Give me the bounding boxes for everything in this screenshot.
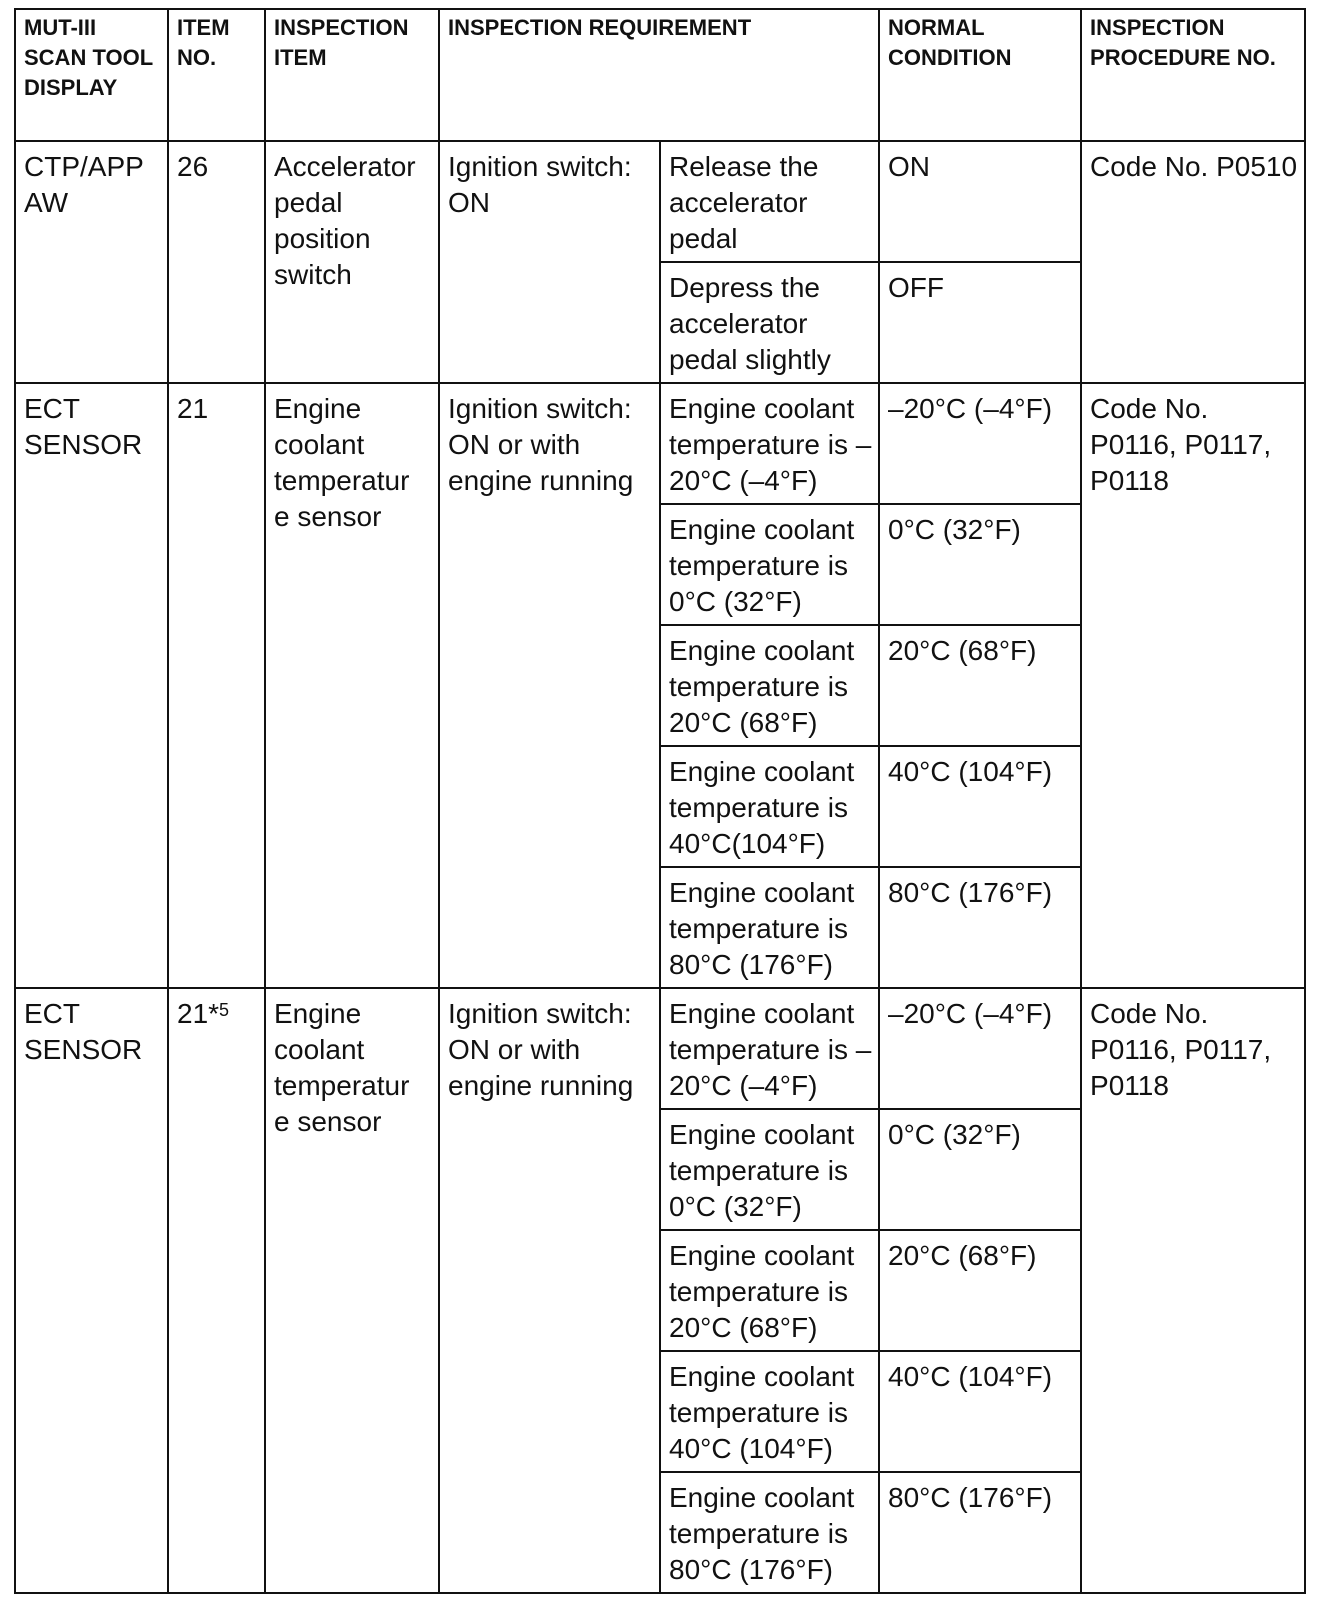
condition-cell: Engine coolant temperature is 20°C (68°F) bbox=[660, 1230, 879, 1351]
header-procedure-no: INSPECTION PROCEDURE NO. bbox=[1081, 9, 1305, 141]
item-no-footnote: 5 bbox=[219, 1000, 230, 1020]
condition-cell: Engine coolant temperature is 40°C (104°F) bbox=[660, 1351, 879, 1472]
table-row bbox=[15, 988, 1305, 1109]
normal-condition-cell: 20°C (68°F) bbox=[879, 625, 1081, 746]
normal-condition-cell: 40°C (104°F) bbox=[879, 746, 1081, 867]
normal-condition-cell: OFF bbox=[879, 262, 1081, 383]
header-row bbox=[15, 9, 1305, 141]
inspection-item-cell: Engine coolant temperatur e sensor bbox=[265, 383, 439, 988]
condition-cell: Engine coolant temperature is 0°C (32°F) bbox=[660, 1109, 879, 1230]
requirement-cell: Ignition switch: ON bbox=[439, 141, 660, 383]
header-item-no: ITEM NO. bbox=[168, 9, 265, 141]
table-row bbox=[15, 141, 1305, 262]
item-no-value: 21* bbox=[177, 998, 220, 1029]
condition-cell: Engine coolant temperature is –20°C (–4°F) bbox=[660, 988, 879, 1109]
item-no-cell bbox=[168, 141, 265, 383]
header-display: MUT-III SCAN TOOL DISPLAY bbox=[15, 9, 168, 141]
requirement-cell: Ignition switch: ON or with engine running bbox=[439, 383, 660, 988]
normal-condition-cell: –20°C (–4°F) bbox=[879, 988, 1081, 1109]
normal-condition-cell: –20°C (–4°F) bbox=[879, 383, 1081, 504]
header-inspection-item: INSPECTION ITEM bbox=[265, 9, 439, 141]
display-cell: ECT SENSOR bbox=[15, 988, 168, 1593]
header-inspection-requirement: INSPECTION REQUIREMENT bbox=[439, 9, 879, 141]
item-no-cell bbox=[168, 383, 265, 988]
header-normal-condition: NORMAL CONDITION bbox=[879, 9, 1081, 141]
inspection-table bbox=[14, 8, 1306, 1594]
display-cell: ECT SENSOR bbox=[15, 383, 168, 988]
item-no-cell bbox=[168, 988, 265, 1593]
item-no-value: 26 bbox=[177, 151, 209, 182]
normal-condition-cell: 0°C (32°F) bbox=[879, 504, 1081, 625]
condition-cell: Engine coolant temperature is –20°C (–4°F) bbox=[660, 383, 879, 504]
normal-condition-cell: 40°C (104°F) bbox=[879, 1351, 1081, 1472]
inspection-item-cell: Accelerator pedal position switch bbox=[265, 141, 439, 383]
procedure-cell: Code No. P0116, P0117, P0118 bbox=[1081, 988, 1305, 1593]
normal-condition-cell: ON bbox=[879, 141, 1081, 262]
condition-cell: Engine coolant temperature is 80°C (176°F) bbox=[660, 1472, 879, 1593]
procedure-cell: Code No. P0510 bbox=[1081, 141, 1305, 383]
table-row bbox=[15, 383, 1305, 504]
procedure-cell: Code No. P0116, P0117, P0118 bbox=[1081, 383, 1305, 988]
normal-condition-cell: 80°C (176°F) bbox=[879, 867, 1081, 988]
condition-cell: Engine coolant temperature is 80°C (176°F) bbox=[660, 867, 879, 988]
condition-cell: Engine coolant temperature is 20°C (68°F) bbox=[660, 625, 879, 746]
condition-cell: Engine coolant temperature is 0°C (32°F) bbox=[660, 504, 879, 625]
normal-condition-cell: 20°C (68°F) bbox=[879, 1230, 1081, 1351]
normal-condition-cell: 0°C (32°F) bbox=[879, 1109, 1081, 1230]
normal-condition-cell: 80°C (176°F) bbox=[879, 1472, 1081, 1593]
condition-cell: Release the accelerator pedal bbox=[660, 141, 879, 262]
condition-cell: Depress the accelerator pedal slightly bbox=[660, 262, 879, 383]
display-cell: CTP/APP AW bbox=[15, 141, 168, 383]
table-body bbox=[15, 141, 1305, 1593]
inspection-item-cell: Engine coolant temperatur e sensor bbox=[265, 988, 439, 1593]
requirement-cell: Ignition switch: ON or with engine running bbox=[439, 988, 660, 1593]
condition-cell: Engine coolant temperature is 40°C(104°F) bbox=[660, 746, 879, 867]
item-no-value: 21 bbox=[177, 393, 209, 424]
